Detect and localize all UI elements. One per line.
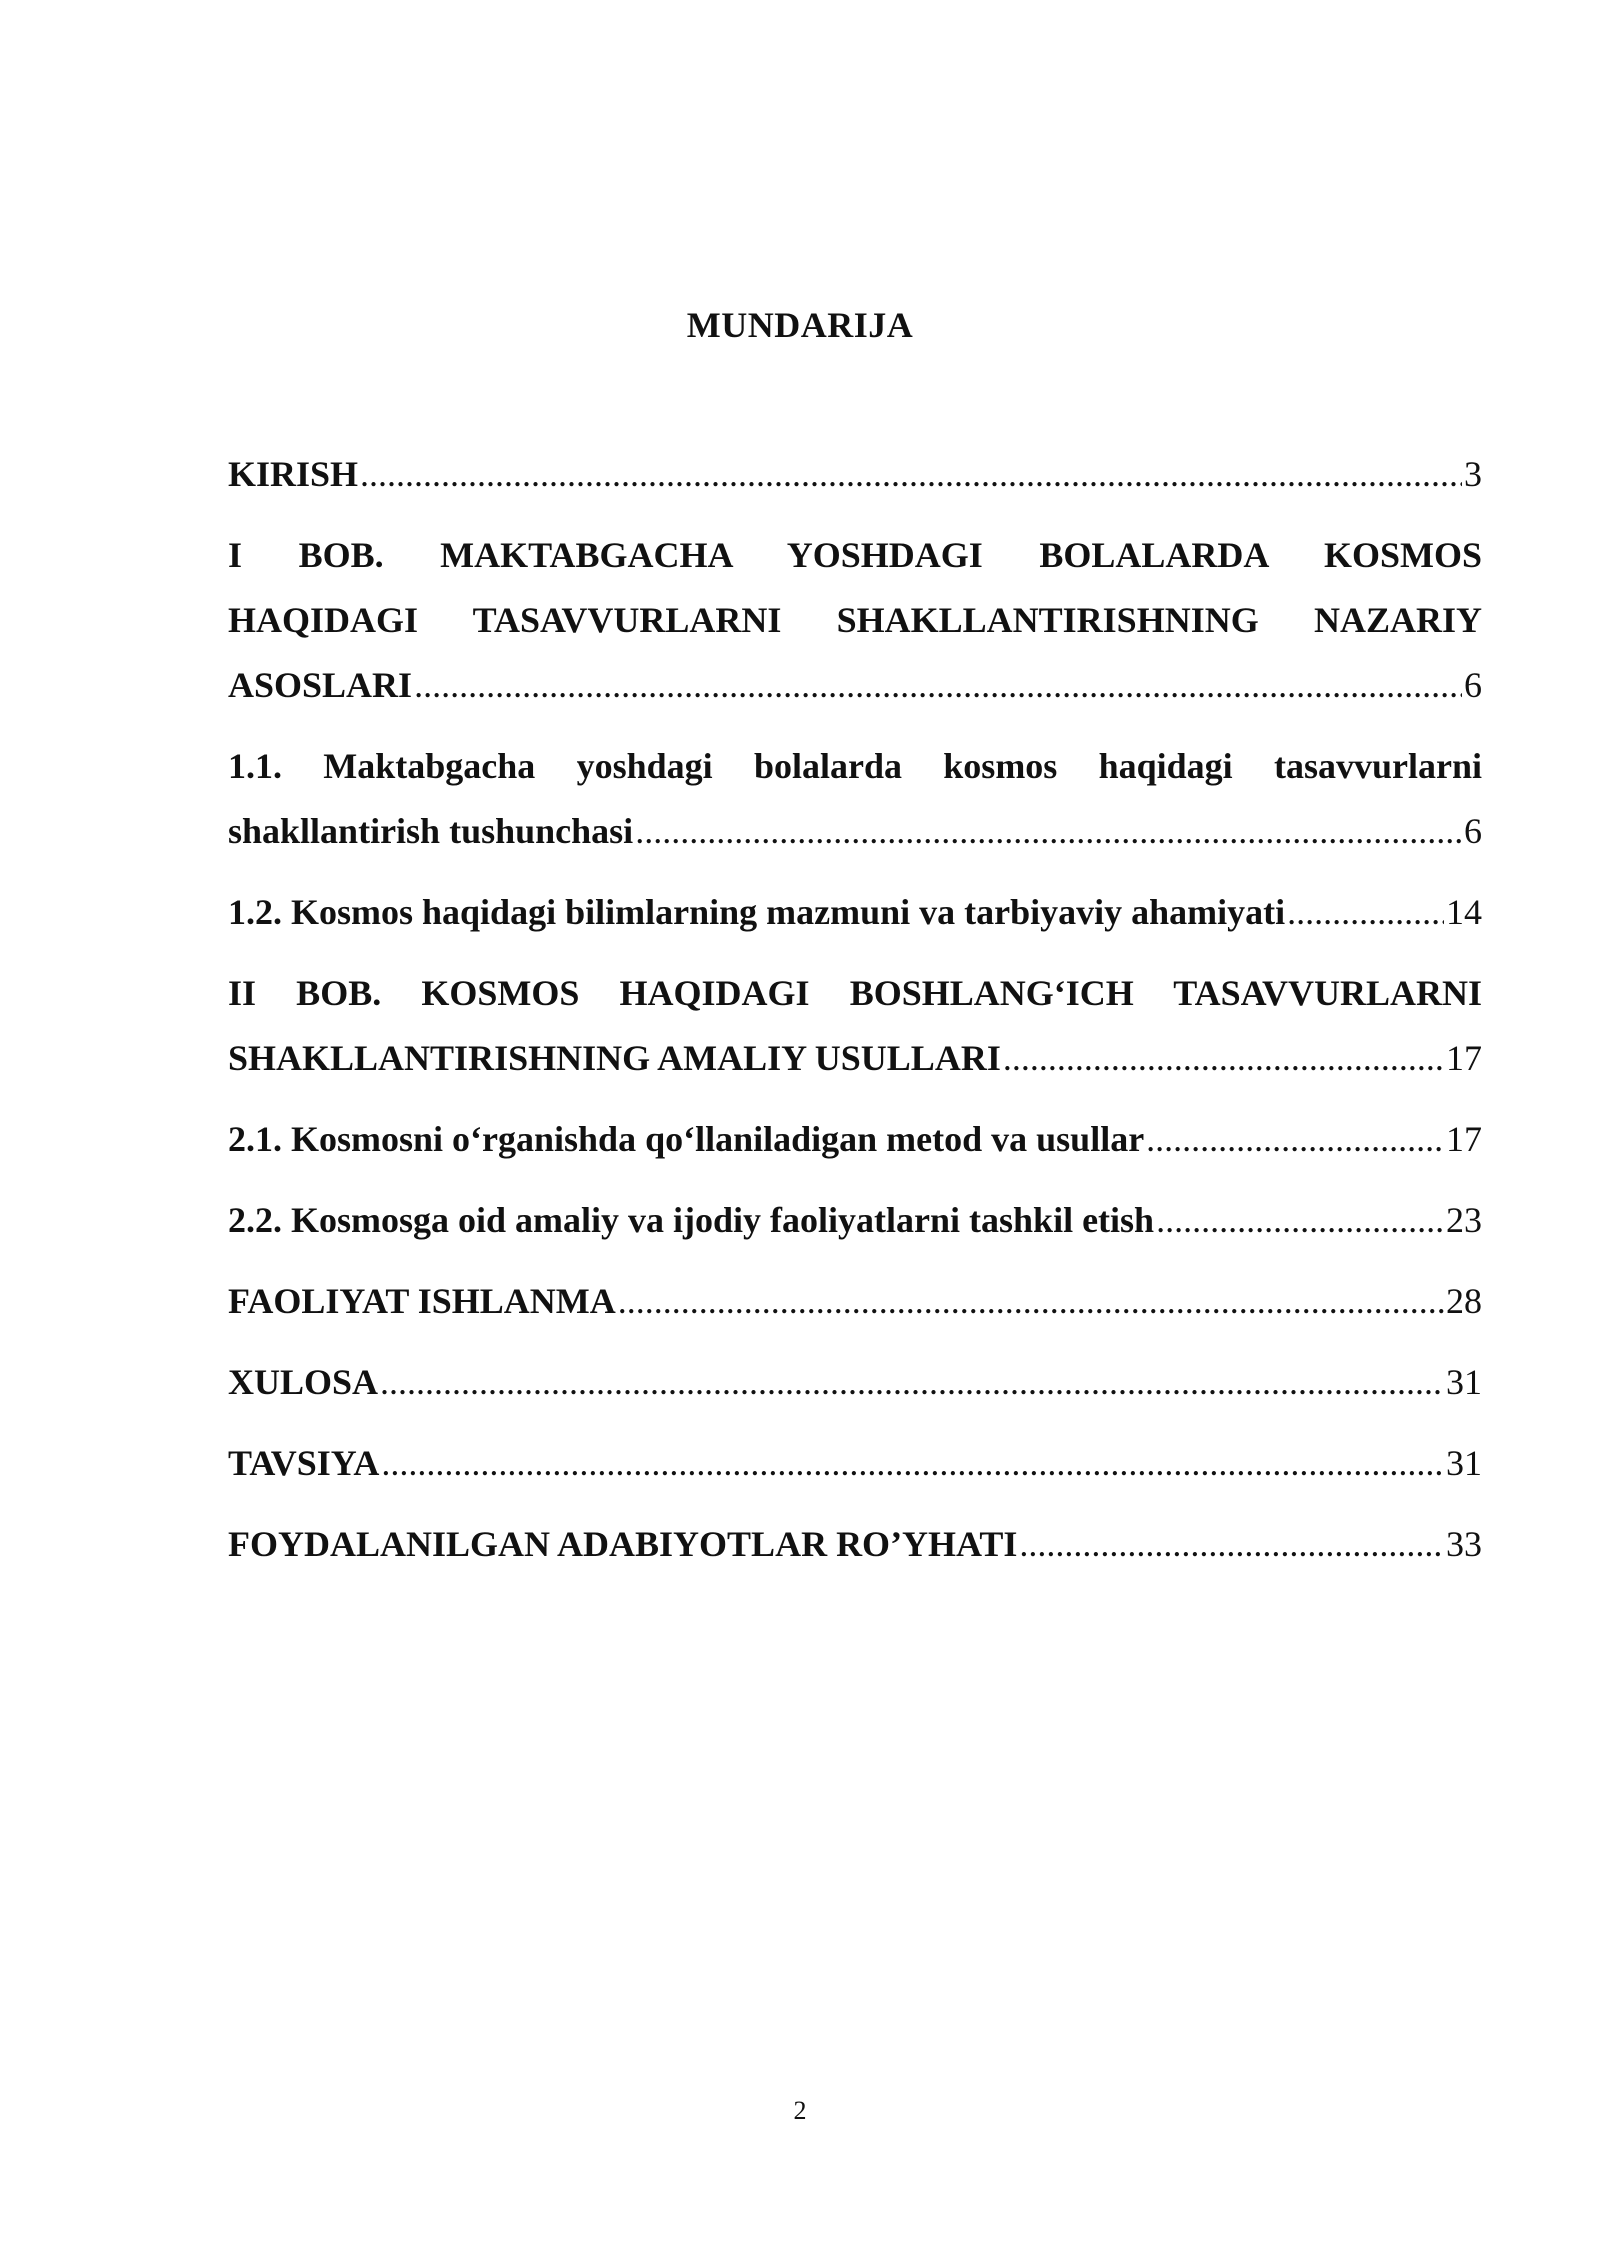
table-of-contents: [228, 442, 1482, 1593]
dot-leader: [618, 1269, 1444, 1334]
dot-leader: [1287, 880, 1444, 945]
toc-line: [228, 880, 1482, 945]
toc-entry-chapter-2: [228, 961, 1482, 1091]
toc-entry-section-1-1: [228, 734, 1482, 864]
toc-entry-section-2-1: [228, 1107, 1482, 1172]
toc-entry-section-1-2: [228, 880, 1482, 945]
toc-entry-label: 2.1. Kosmosni o‘rganishda qo‘llaniladigan metod va usullar: [228, 1119, 1145, 1159]
page-title: MUNDARIJA: [686, 305, 914, 345]
toc-entry-label: 1.2. Kosmos haqidagi bilimlarning mazmuni va tarbiyaviy ahamiyati: [228, 892, 1286, 932]
dot-leader: [381, 1431, 1444, 1496]
toc-entry-xulosa: [228, 1350, 1482, 1415]
toc-line: [228, 1350, 1482, 1415]
toc-entry-label: XULOSA: [228, 1362, 379, 1402]
toc-line: [228, 1188, 1482, 1253]
toc-entry-page: 31: [1446, 1443, 1482, 1483]
toc-line: [228, 1026, 1482, 1091]
toc-entry-tavsiya: [228, 1431, 1482, 1496]
toc-entry-section-2-2: [228, 1188, 1482, 1253]
toc-entry-label: FAOLIYAT ISHLANMA: [228, 1281, 616, 1321]
toc-entry-label: 2.2. Kosmosga oid amaliy va ijodiy faoliyatlarni tashkil etish: [228, 1200, 1155, 1240]
toc-entry-page: 17: [1446, 1119, 1482, 1159]
dot-leader: [1003, 1026, 1444, 1091]
toc-line: [228, 799, 1482, 864]
dot-leader: [414, 653, 1462, 718]
toc-entry-label: FOYDALANILGAN ADABIYOTLAR RO’YHATI: [228, 1524, 1018, 1564]
toc-entry-label: TAVSIYA: [228, 1443, 380, 1483]
dot-leader: [1146, 1107, 1444, 1172]
toc-entry-page: 14: [1446, 892, 1482, 932]
toc-entry-kirish: [228, 442, 1482, 507]
toc-entry-label: KIRISH: [228, 454, 359, 494]
dot-leader: [635, 799, 1462, 864]
toc-line: [228, 1512, 1482, 1577]
toc-entry-label-line: 1.1. Maktabgacha yoshdagi bolalarda kosmos haqidagi tasavvurlarni: [228, 746, 1482, 786]
toc-entry-page: 17: [1446, 1038, 1482, 1078]
toc-entry-label-line: II BOB. KOSMOS HAQIDAGI BOSHLANG‘ICH TASAVVURLARNI: [228, 973, 1482, 1013]
toc-entry-adabiyotlar: [228, 1512, 1482, 1577]
toc-line: [228, 1269, 1482, 1334]
dot-leader: [1019, 1512, 1444, 1577]
toc-entry-page: 31: [1446, 1362, 1482, 1402]
toc-line: [228, 653, 1482, 718]
toc-entry-faoliyat: [228, 1269, 1482, 1334]
toc-line: [228, 1431, 1482, 1496]
dot-leader: [380, 1350, 1444, 1415]
toc-entry-page: 6: [1464, 811, 1482, 851]
toc-entry-page: 33: [1446, 1524, 1482, 1564]
toc-entry-page: 23: [1446, 1200, 1482, 1240]
toc-entry-page: 3: [1464, 454, 1482, 494]
toc-line: [228, 1107, 1482, 1172]
toc-entry-label: SHAKLLANTIRISHNING AMALIY USULLARI: [228, 1038, 1001, 1078]
toc-line: [228, 442, 1482, 507]
page-number: 2: [793, 2096, 807, 2125]
toc-entry-page: 28: [1446, 1281, 1482, 1321]
dot-leader: [1156, 1188, 1444, 1253]
toc-entry-label: shakllantirish tushunchasi: [228, 811, 634, 851]
toc-entry-page: 6: [1464, 665, 1482, 705]
toc-entry-label: ASOSLARI: [228, 665, 413, 705]
dot-leader: [360, 442, 1462, 507]
toc-entry-chapter-1: [228, 523, 1482, 718]
toc-entry-label-line: HAQIDAGI TASAVVURLARNI SHAKLLANTIRISHNING NAZARIY: [228, 600, 1482, 640]
toc-entry-label-line: I BOB. MAKTABGACHA YOSHDAGI BOLALARDA KOSMOS: [228, 535, 1482, 575]
